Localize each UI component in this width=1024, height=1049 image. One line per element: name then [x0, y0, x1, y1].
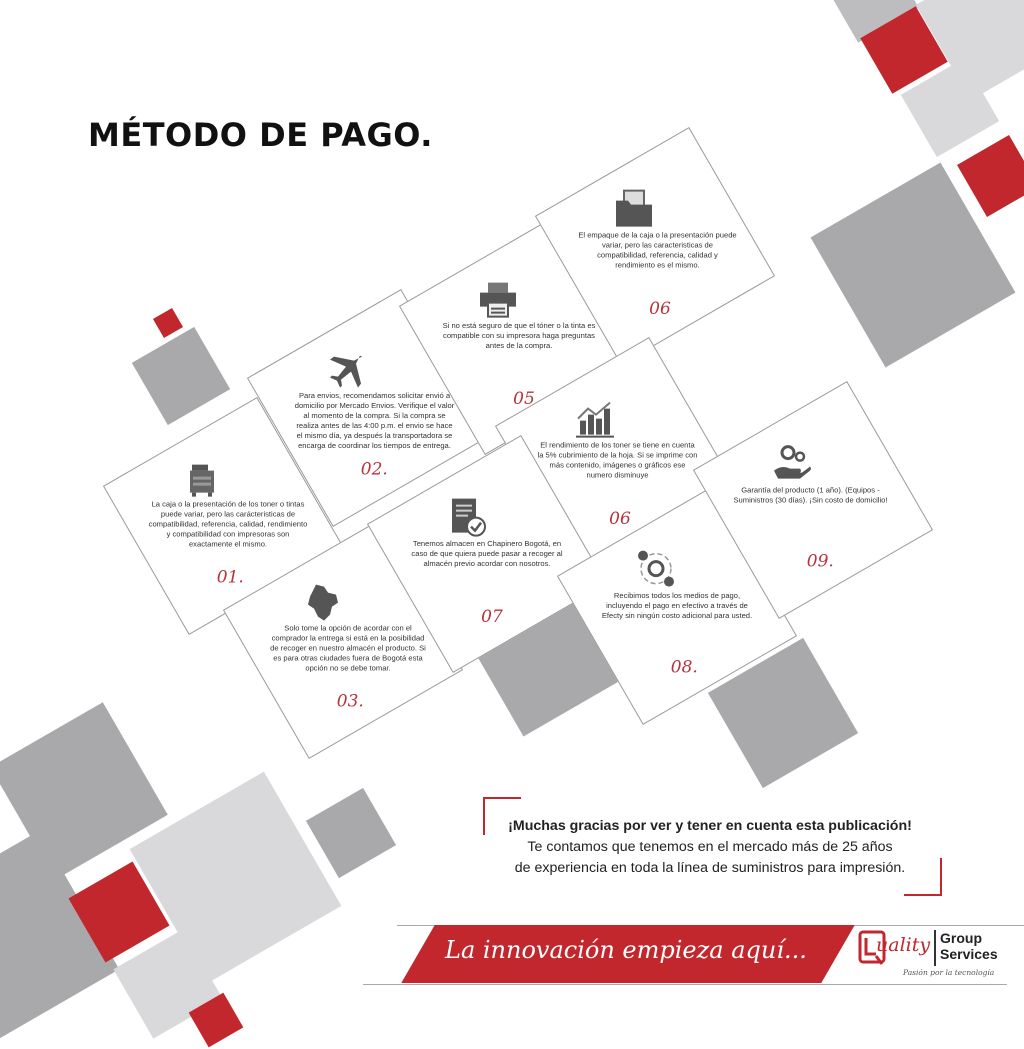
colombia-map-icon: [234, 581, 410, 627]
thanks-message: [490, 816, 930, 879]
decor-square: [306, 788, 396, 878]
card-text: Para envios, recomendamos solicitar envió a domicilio por Mercado Envios. Verifique el valor al momento de la compra. Si la compra se realiza antes de las 4:00 p.m. el envio se hace el mismo día, ya después la transportadora se encarga de coordinar los tiempos de entrega.: [294, 390, 455, 450]
card-number: 09.: [806, 551, 834, 572]
thanks-line-3: de experiencia en toda la línea de suministros para impresión.: [514, 860, 906, 876]
card-number: 02.: [360, 459, 388, 480]
card-text: El empaque de la caja o la presentación puede variar, pero las caracteristicas de compatibilidad, referencia, calidad y rendimiento es el mismo.: [578, 230, 737, 270]
document-check-icon: [378, 495, 554, 541]
thanks-line-2: Te contamos que tenemos en el mercado más de 25 años: [527, 839, 893, 855]
card-text: Solo tome la opción de acordar con el comprador la entrega si está en la posibilidad de recoger en nuestro almacén el producto. Si es para otras ciudades fuera de Bogotá esta opción no se debe tomar.: [270, 623, 426, 673]
bar-chart-icon: [506, 397, 682, 443]
logo-wordmark: uality: [876, 934, 931, 956]
thanks-line-1: ¡Muchas gracias por ver y tener en cuenta esta publicación!: [508, 818, 912, 834]
card-text: Recibimos todos los medios de pago, incluyendo el pago en efectivo a través de Efecty sin ningún costo adicional para usted.: [601, 591, 753, 620]
logo-services-line: Services: [940, 946, 998, 962]
printer-icon: [410, 277, 586, 323]
decor-square: [957, 135, 1024, 217]
logo-group-services: [940, 930, 998, 962]
card-number: 03.: [336, 691, 364, 712]
logo-tagline: Pasión por la tecnología: [903, 968, 995, 977]
card-text: Garantía del producto (1 año). (Equipos - Suministros (30 días). ¡Sin costo de domicilio!: [733, 485, 888, 505]
card-text: Tenemos almacen en Chapinero Bogotá, en caso de que quiera puede pasar a recoger al almacén previo acordar con nosotros.: [411, 539, 563, 568]
slogan: La innovación empieza aquí...: [445, 936, 807, 964]
decor-square: [132, 327, 230, 425]
card-number: 06: [649, 298, 671, 319]
logo-group-line: Group: [940, 930, 982, 946]
card-text: Si no está seguro de que el tóner o la tinta es compatible con su impresora haga preguntas antes de la compra.: [442, 321, 596, 350]
card-number: 01.: [216, 567, 244, 588]
card-number: 06: [609, 508, 631, 529]
payment-cycle-icon: [568, 547, 744, 593]
card-text: La caja o la presentación de los toner o tintas puede variar, pero las carácteristicas de compatibilidad, referencia, calidad, rendimiento y compatibilidad con impresoras son exactamente el mismo.: [148, 499, 308, 549]
printer-copier-icon: [114, 457, 290, 503]
card-number: 07: [481, 606, 503, 627]
page-title: MÉTODO DE PAGO.: [88, 116, 433, 154]
decor-square: [153, 308, 183, 338]
card-number: 08.: [670, 657, 698, 678]
hand-gears-icon: [704, 441, 880, 487]
card-number: 05: [513, 388, 535, 409]
airplane-icon: [258, 349, 434, 395]
logo-divider: [934, 930, 936, 966]
card-text: El rendimiento de los toner se tiene en cuenta la 5% cubrimiento de la hoja. Si se imprime con más contenido, imágenes o gráficos ese numero disminuye: [537, 440, 698, 480]
folder-icon: [546, 187, 722, 233]
